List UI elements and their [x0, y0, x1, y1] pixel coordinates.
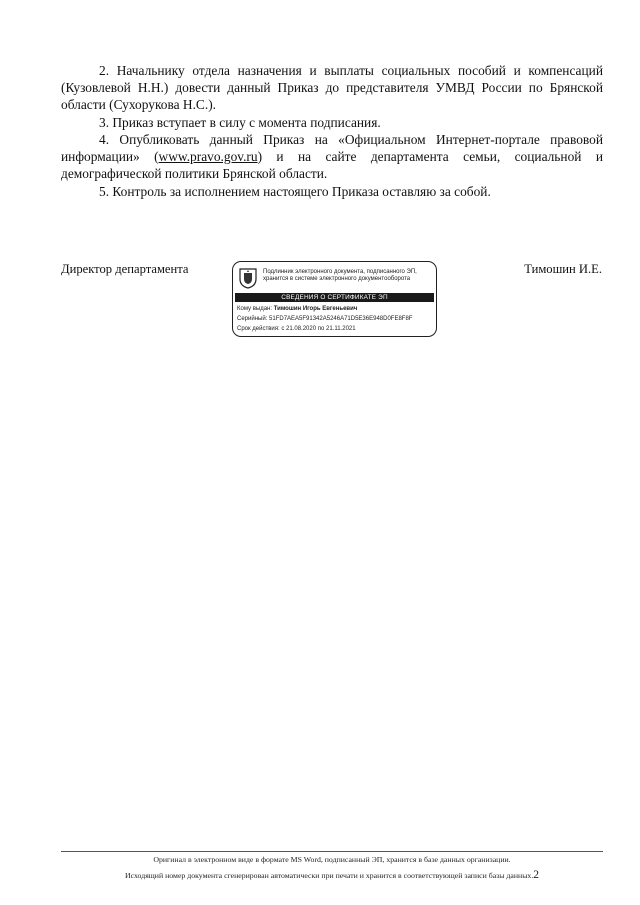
paragraph-2: 2. Начальнику отдела назначения и выплаты социальных пособий и компенсаций (Кузовлевой Н.Н.) довести данный Приказ до представителя УМВД России по Брянской области (Сухорукова Н.С.).	[61, 63, 603, 113]
validity-value: с 21.08.2020 по 21.11.2021	[281, 326, 356, 332]
footer-line-1: Оригинал в электронном виде в формате MS Word, подписанный ЭП, хранится в базе данных организации.	[153, 855, 511, 864]
paragraph-4-before: 4. Опубликовать данный Приказ на «Официальном Интернет-портале правовой информации» (	[61, 132, 603, 165]
validity-label: Срок действия:	[237, 326, 280, 332]
paragraph-3: 3. Приказ вступает в силу с момента подписания.	[99, 115, 381, 130]
footer-divider	[61, 851, 603, 852]
paragraph-4-after: ) и на сайте департамента семьи, социальной и демографической политики Брянской области.	[61, 149, 603, 182]
page-number: 2	[533, 869, 540, 881]
stamp-validity	[237, 325, 356, 333]
issued-to-label: Кому выдан:	[237, 306, 273, 312]
stamp-title: СВЕДЕНИЯ О СЕРТИФИКАТЕ ЭП	[235, 293, 434, 302]
issued-to-value: Тимошин Игорь Евгеньевич	[273, 306, 358, 312]
stamp-serial	[237, 315, 412, 323]
footer-line-2	[61, 869, 603, 881]
stamp-issued-to	[237, 305, 357, 313]
stamp-header: Подлинник электронного документа, подписанного ЭП, хранится в системе электронного документооборота	[263, 269, 417, 282]
signer-position: Директор департамента	[61, 262, 189, 276]
signer-name: Тимошин И.Е.	[524, 262, 602, 276]
coat-of-arms-icon	[238, 267, 258, 289]
pravo-link[interactable]: www.pravo.gov.ru	[158, 149, 258, 165]
serial-value: 51FD7AEA5F91342A5246A71D5E36E948D0FE8F8F	[269, 316, 413, 322]
serial-label: Серийный:	[237, 316, 268, 322]
e-signature-stamp	[232, 261, 437, 337]
paragraph-5: 5. Контроль за исполнением настоящего Приказа оставляю за собой.	[99, 184, 491, 199]
paragraph-4	[61, 131, 603, 183]
footer-line-2-text: Исходящий номер документа сгенерирован автоматически при печати и хранится в соответствующей записи базы данных.	[124, 871, 534, 880]
